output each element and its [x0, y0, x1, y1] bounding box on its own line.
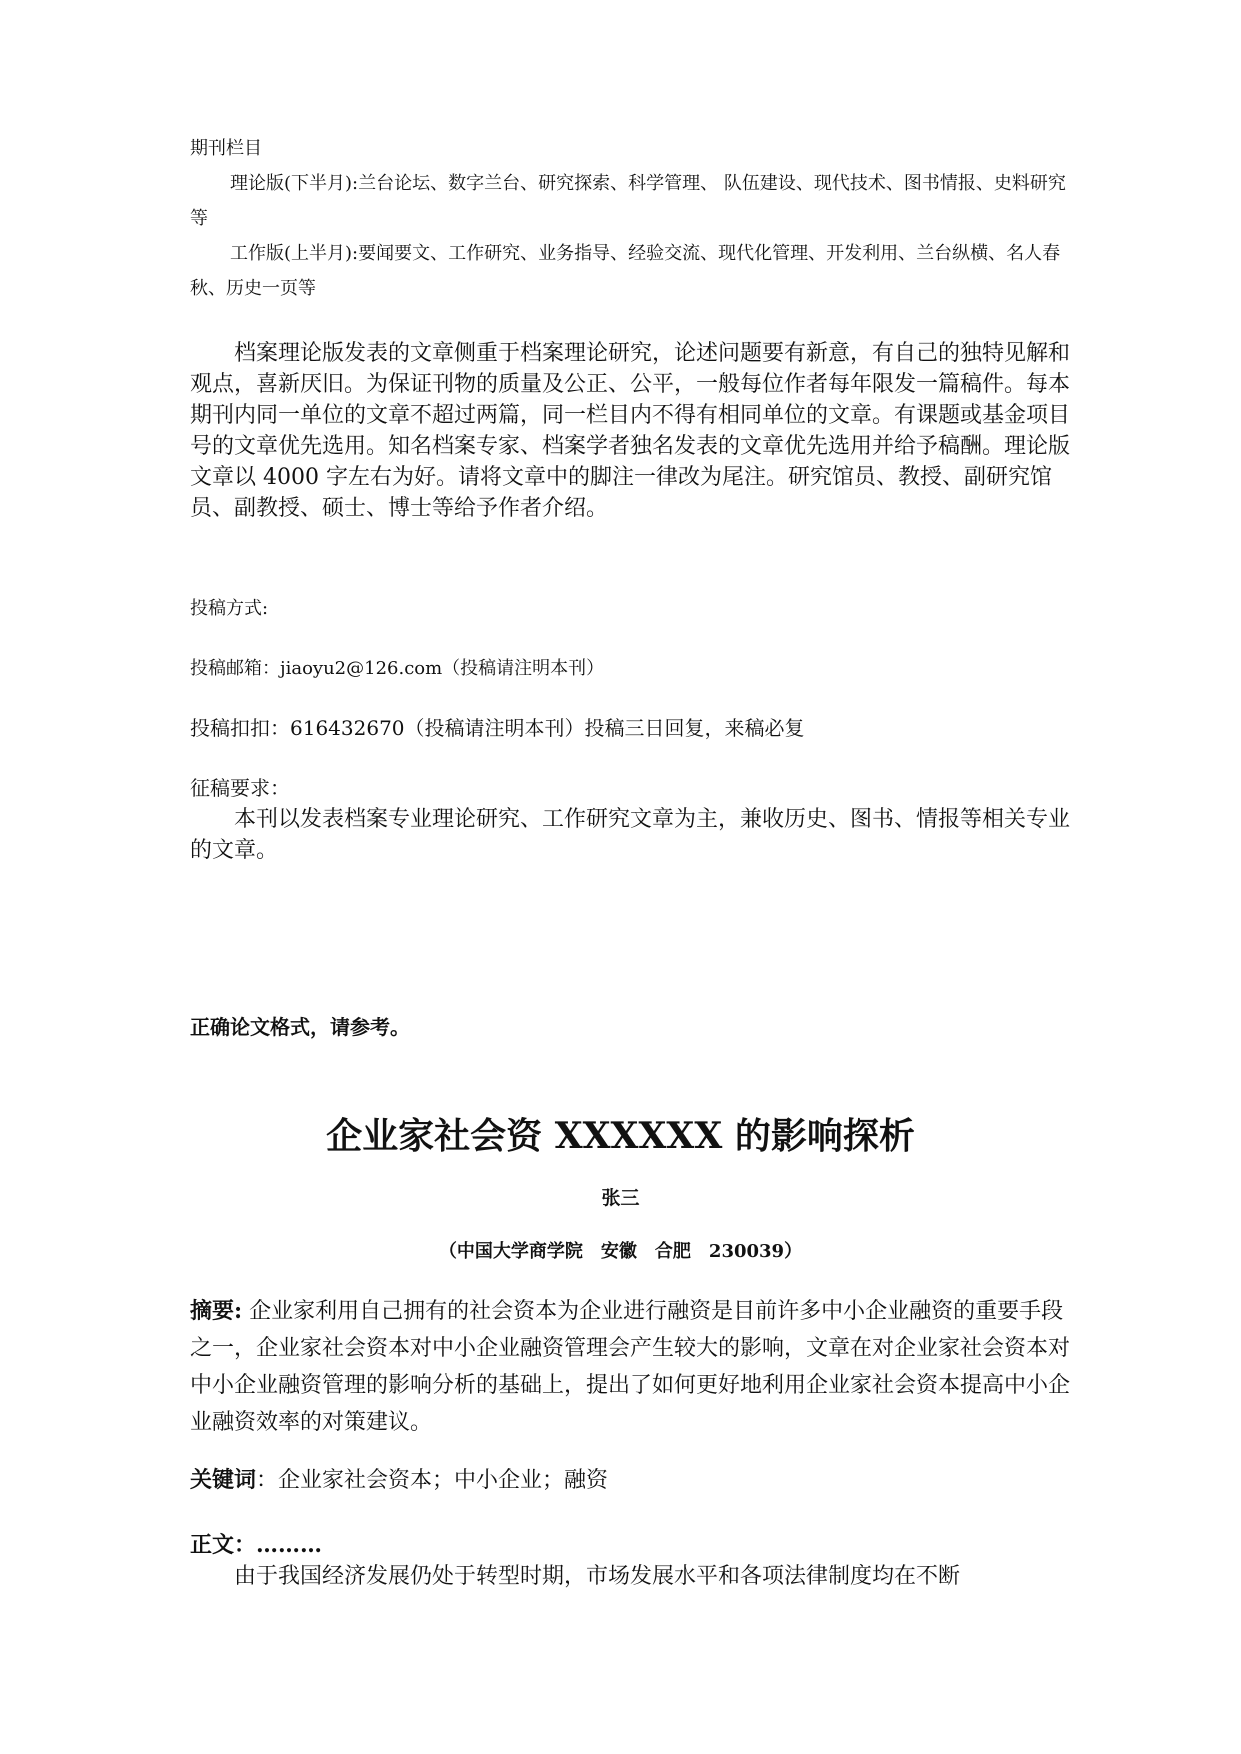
requirements-text: 本刊以发表档案专业理论研究、工作研究文章为主，兼收历史、图书、情报等相关专业的文章。 — [190, 807, 1071, 863]
sample-author: 张三 — [601, 1187, 640, 1209]
submission-qq-line: 投稿扣扣：616432670（投稿请注明本刊）投稿三日回复，来稿必复 — [190, 716, 805, 740]
sample-body — [190, 1530, 1070, 1592]
work-edition-text: 工作版(上半月):要闻要文、工作研究、业务指导、经验交流、现代化管理、开发利用、兰台纵横、名人春秋、历史一页等 — [190, 243, 1061, 299]
submission-heading: 投稿方式: — [190, 598, 269, 619]
abstract-label: 摘要: — [190, 1298, 243, 1324]
keywords-label: 关键词 — [190, 1467, 257, 1493]
abstract-text: 企业家利用自己拥有的社会资本为企业进行融资是目前许多中小企业融资的重要手段之一，企业家社会资本对中小企业融资管理会产生较大的影响，文章在对企业家社会资本对中小企业融资管理的影响分析的基础上，提出了如何更好地利用企业家社会资本提高中小企业融资效率的对策建议。 — [190, 1299, 1071, 1435]
keywords-text: ：企业家社会资本；中小企业；融资 — [256, 1468, 609, 1493]
requirements-section — [190, 773, 1070, 866]
intro-paragraph: 档案理论版发表的文章侧重于档案理论研究，论述问题要有新意，有自己的独特见解和观点，喜新厌旧。为保证刊物的质量及公正、公平，一般每位作者每年限发一篇稿件。每本期刊内同一单位的文章不超过两篇，同一栏目内不得有相同单位的文章。有课题或基金项目号的文章优先选用。知名档案专家、档案学者独名发表的文章优先选用并给予稿酬。理论版文章以 4000 字左右为好。请将文章中的脚注一律改为尾注。研究馆员、教授、副研究馆员、副教授、硕士、博士等给予作者介绍。 — [190, 341, 1071, 521]
sample-paper-title: 企业家社会资 XXXXXX 的影响探析 — [326, 1115, 915, 1157]
sample-abstract — [190, 1293, 1070, 1441]
sample-institution: （中国大学商学院 安徽 合肥 230039） — [438, 1241, 803, 1262]
columns-section — [190, 131, 1070, 306]
sample-keywords — [190, 1465, 1070, 1496]
body-label: 正文：……… — [190, 1532, 323, 1558]
theory-edition-text: 理论版(下半月):兰台论坛、数字兰台、研究探索、科学管理、 队伍建设、现代技术、图书情报、史料研究等 — [190, 173, 1066, 229]
columns-heading: 期刊栏目 — [190, 138, 262, 159]
submission-email-line: 投稿邮箱：jiaoyu2@126.com（投稿请注明本刊） — [190, 658, 605, 679]
requirements-heading: 征稿要求： — [190, 776, 290, 800]
body-text: 由于我国经济发展仍处于转型时期，市场发展水平和各项法律制度均在不断 — [234, 1564, 961, 1589]
sample-format-note: 正确论文格式，请参考。 — [190, 1015, 410, 1039]
